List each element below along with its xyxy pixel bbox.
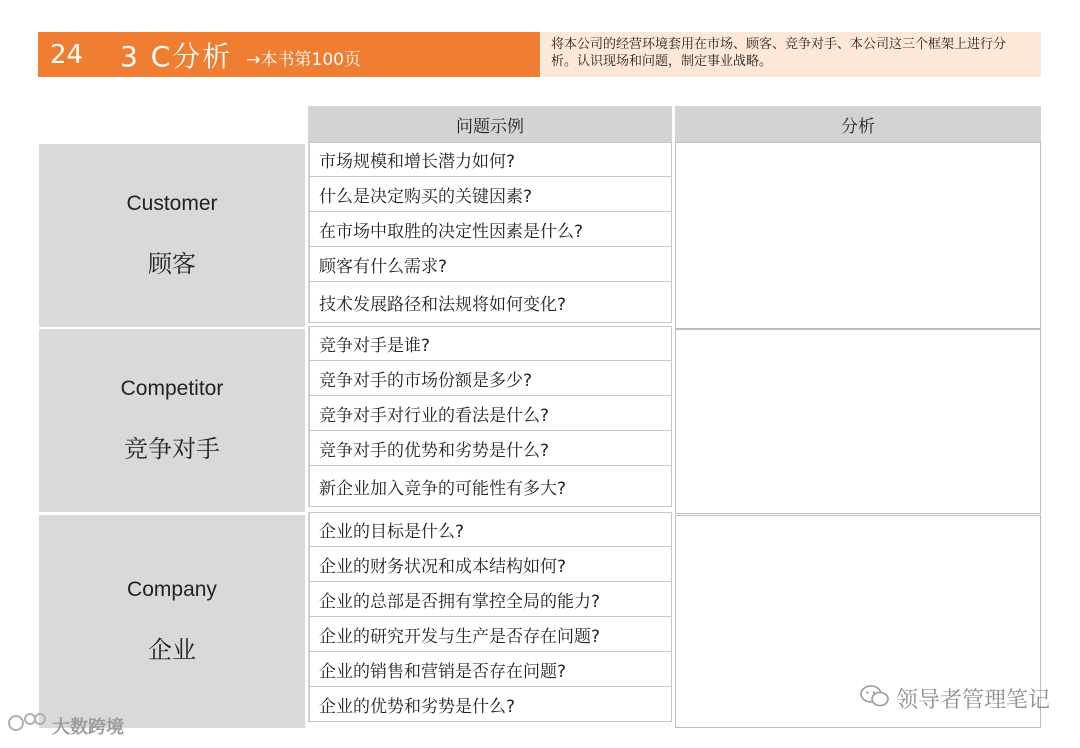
section-zh-label: 企业: [148, 636, 196, 664]
source-watermark: [6, 712, 124, 739]
customer-question-list: [308, 142, 672, 323]
section-en-label: Competitor: [120, 377, 224, 400]
wechat-account-name: 领导者管理笔记: [895, 688, 1050, 713]
customer-analysis-cell[interactable]: [675, 142, 1041, 329]
question-row: 新企业加入竞争的可能性有多大?: [308, 466, 672, 507]
question-row: 在市场中取胜的决定性因素是什么?: [308, 212, 672, 247]
page-title: 3 C分析: [120, 39, 233, 73]
section-company-label: [39, 515, 305, 728]
section-en-label: Customer: [126, 192, 218, 215]
source-name: 大数跨境: [52, 716, 124, 738]
description-box: 将本公司的经营环境套用在市场、顾客、竞争对手、本公司这三个框架上进行分析。认识现场和问题，制定事业战略。: [541, 32, 1041, 77]
question-row: 企业的总部是否拥有掌控全局的能力?: [308, 582, 672, 617]
question-row: 市场规模和增长潜力如何?: [308, 142, 672, 177]
question-row: 竞争对手是谁?: [308, 326, 672, 361]
title-bar: [38, 32, 540, 77]
question-row: 竞争对手的市场份额是多少?: [308, 361, 672, 396]
question-row: 竞争对手对行业的看法是什么?: [308, 396, 672, 431]
competitor-analysis-cell[interactable]: [675, 329, 1041, 514]
question-row: 企业的财务状况和成本结构如何?: [308, 547, 672, 582]
column-header-analysis: 分析: [675, 106, 1041, 142]
section-customer-label: [39, 144, 305, 327]
page-number: 24: [50, 39, 84, 70]
question-row: 企业的研究开发与生产是否存在问题?: [308, 617, 672, 652]
wechat-icon: [860, 685, 890, 713]
question-row: 什么是决定购买的关键因素?: [308, 177, 672, 212]
section-en-label: Company: [127, 578, 217, 601]
competitor-question-list: [308, 326, 672, 507]
book-reference: →本书第100页: [246, 50, 361, 70]
question-row: 技术发展路径和法规将如何变化?: [308, 282, 672, 323]
column-header-questions: 问题示例: [308, 106, 672, 142]
question-row: 竞争对手的优势和劣势是什么?: [308, 431, 672, 466]
question-row: 企业的销售和营销是否存在问题?: [308, 652, 672, 687]
company-question-list: [308, 512, 672, 722]
logo-icon: [6, 712, 48, 739]
question-row: 顾客有什么需求?: [308, 247, 672, 282]
question-row: 企业的目标是什么?: [308, 512, 672, 547]
section-zh-label: 竞争对手: [124, 435, 220, 463]
section-competitor-label: [39, 329, 305, 512]
question-row: 企业的优势和劣势是什么?: [308, 687, 672, 722]
section-zh-label: 顾客: [148, 250, 196, 278]
wechat-watermark: [860, 683, 1050, 714]
